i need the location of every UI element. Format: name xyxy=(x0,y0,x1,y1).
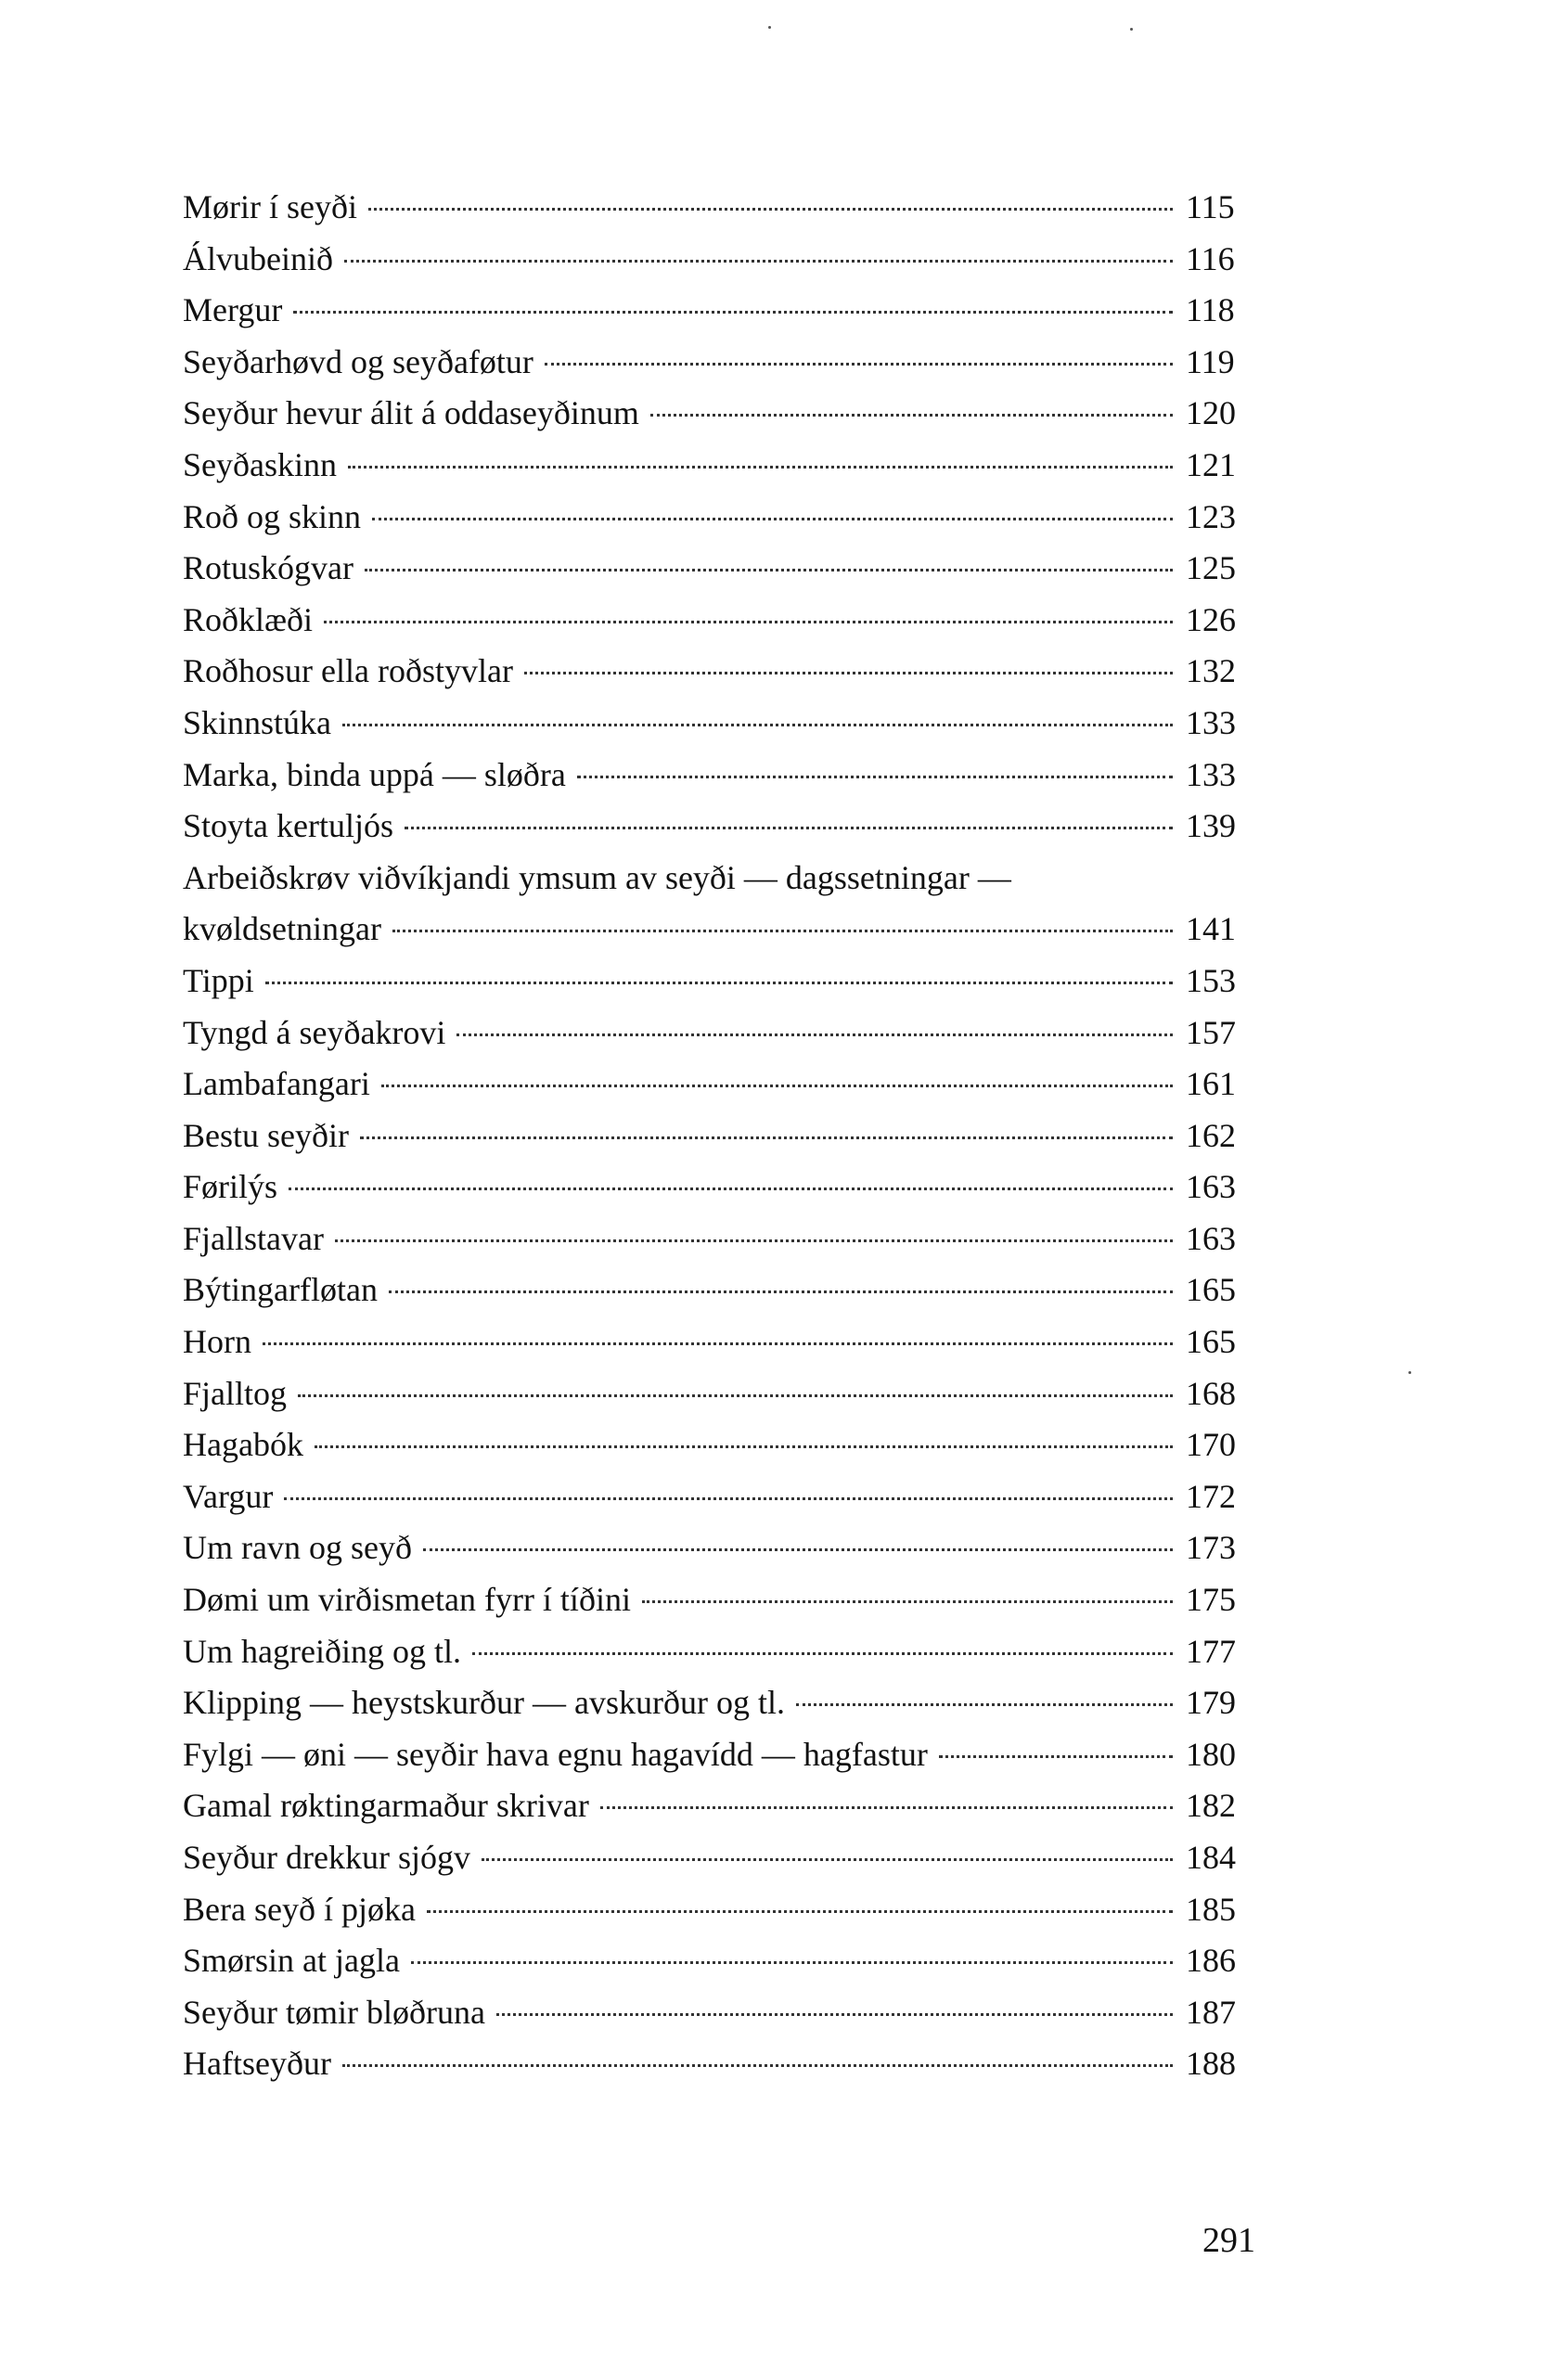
toc-entry-title: Horn xyxy=(183,1323,251,1361)
toc-entry xyxy=(183,1780,1253,1832)
toc-entry xyxy=(183,904,1253,956)
dot-leader xyxy=(368,208,1173,211)
dot-leader xyxy=(315,1445,1173,1448)
toc-entry xyxy=(183,1522,1253,1574)
toc-entry-title: Seyður hevur álit á oddaseyðinum xyxy=(183,394,639,432)
toc-entry-page: 173 xyxy=(1186,1529,1236,1567)
toc-entry xyxy=(183,1832,1253,1884)
toc-entry-title: Seyður drekkur sjógv xyxy=(183,1839,470,1876)
toc-entry-page: 132 xyxy=(1186,652,1236,690)
toc-entry-title: Seyður tømir bløðruna xyxy=(183,1993,485,2031)
scan-speck xyxy=(1130,28,1133,31)
toc-entry xyxy=(183,1987,1253,2039)
dot-leader xyxy=(265,982,1173,984)
dot-leader xyxy=(650,414,1173,417)
toc-entry xyxy=(183,1471,1253,1523)
toc-entry-title: Fjallstavar xyxy=(183,1219,324,1257)
toc-entry-page: 153 xyxy=(1186,961,1236,999)
toc-entry-page: 186 xyxy=(1186,1942,1236,1980)
toc-entry-title: Bera seyð í pjøka xyxy=(183,1890,416,1928)
toc-entry-title: Roðklæði xyxy=(183,600,314,638)
toc-entry xyxy=(183,337,1253,389)
toc-entry xyxy=(183,1162,1253,1213)
toc-entry-title: Um ravn og seyð xyxy=(183,1529,412,1567)
toc-entry xyxy=(183,698,1253,750)
toc-entry-page: 180 xyxy=(1186,1735,1236,1773)
toc-entry xyxy=(183,750,1253,802)
toc-entry-page: 125 xyxy=(1186,549,1236,587)
toc-entry xyxy=(183,956,1253,1008)
dot-leader xyxy=(372,518,1173,520)
dot-leader xyxy=(411,1961,1173,1964)
toc-entry-title: Haftseyður xyxy=(183,2045,331,2083)
toc-entry-page: 188 xyxy=(1186,2045,1236,2083)
toc-entry-page: 120 xyxy=(1186,394,1236,432)
toc-entry xyxy=(183,2038,1253,2090)
toc-entry xyxy=(183,1059,1253,1110)
dot-leader xyxy=(423,1548,1173,1551)
toc-entry-page: 133 xyxy=(1186,703,1236,741)
toc-entry-title: Um hagreiðing og tl. xyxy=(183,1632,461,1670)
dot-leader xyxy=(348,466,1173,469)
dot-leader xyxy=(600,1806,1173,1809)
toc-entry-page: 116 xyxy=(1186,239,1235,277)
toc-entry-title: Mørir í seyði xyxy=(183,188,357,225)
toc-entry-page: 168 xyxy=(1186,1374,1236,1412)
toc-entry-title: Fylgi — øni — seyðir hava egnu hagavídd — hagfastur xyxy=(183,1735,928,1773)
toc-entry-page: 121 xyxy=(1186,445,1236,483)
dot-leader xyxy=(324,621,1173,623)
toc-entry-title: Klipping — heystskurður — avskurður og tl. xyxy=(183,1684,785,1722)
dot-leader xyxy=(524,672,1173,674)
dot-leader xyxy=(335,1239,1173,1242)
toc-entry-title: Tippi xyxy=(183,961,254,999)
toc-entry-title: kvøldsetningar xyxy=(183,910,381,948)
toc-entry xyxy=(183,1626,1253,1678)
dot-leader xyxy=(482,1858,1173,1861)
dot-leader xyxy=(263,1342,1173,1345)
toc-entry xyxy=(183,234,1253,286)
toc-entry-page: 161 xyxy=(1186,1065,1236,1103)
toc-entry-page: 133 xyxy=(1186,755,1236,793)
scan-speck xyxy=(1408,1371,1411,1374)
toc-entry xyxy=(183,1008,1253,1059)
toc-entry-title: Skinnstúka xyxy=(183,703,332,741)
dot-leader xyxy=(577,776,1173,778)
toc-entry-title: Tyngd á seyðakrovi xyxy=(183,1013,446,1051)
dot-leader xyxy=(405,827,1173,829)
toc-entry xyxy=(183,801,1253,853)
dot-leader xyxy=(939,1755,1173,1758)
toc-entry xyxy=(183,853,1253,905)
toc-entry-page: 170 xyxy=(1186,1426,1236,1464)
toc-entry-page: 177 xyxy=(1186,1632,1236,1670)
dot-leader xyxy=(293,311,1173,314)
dot-leader xyxy=(342,2064,1173,2067)
toc-entry xyxy=(183,1574,1253,1626)
dot-leader xyxy=(545,363,1173,366)
toc-entry xyxy=(183,440,1253,492)
toc-entry-title: Smørsin at jagla xyxy=(183,1942,400,1980)
dot-leader xyxy=(381,1085,1173,1087)
toc-entry-page: 119 xyxy=(1186,342,1235,380)
dot-leader xyxy=(360,1136,1173,1139)
toc-entry xyxy=(183,388,1253,440)
toc-entry-title: Mergur xyxy=(183,291,283,329)
toc-entry-title: Vargur xyxy=(183,1477,274,1515)
toc-entry-page: 165 xyxy=(1186,1323,1236,1361)
toc-entry xyxy=(183,1265,1253,1316)
dot-leader xyxy=(472,1652,1173,1655)
toc-entry-page: 175 xyxy=(1186,1581,1236,1619)
toc-entry-title: Roð og skinn xyxy=(183,497,362,535)
toc-entry-title: Marka, binda uppá — sløðra xyxy=(183,755,566,793)
toc-entry xyxy=(183,1677,1253,1729)
toc-entry-title: Seyðaskinn xyxy=(183,445,337,483)
dot-leader xyxy=(427,1910,1173,1913)
dot-leader xyxy=(342,724,1173,726)
toc-entry xyxy=(183,1316,1253,1368)
toc-entry-page: 163 xyxy=(1186,1219,1236,1257)
toc-entry xyxy=(183,1884,1253,1936)
toc-entry-page: 141 xyxy=(1186,910,1236,948)
page-number: 291 xyxy=(1202,2221,1255,2260)
toc-entry-title: Hagabók xyxy=(183,1426,303,1464)
dot-leader xyxy=(344,260,1173,263)
toc-entry xyxy=(183,1935,1253,1987)
toc-entry-title: Álvubeinið xyxy=(183,239,333,277)
toc-entry-title: Bestu seyðir xyxy=(183,1116,349,1154)
dot-leader xyxy=(392,930,1173,932)
dot-leader xyxy=(796,1703,1173,1706)
toc-entry-title: Dømi um virðismetan fyrr í tíðini xyxy=(183,1581,631,1619)
toc-entry-title: Rotuskógvar xyxy=(183,549,353,587)
toc-entry-page: 162 xyxy=(1186,1116,1236,1154)
toc-entry-page: 139 xyxy=(1186,807,1236,845)
toc-entry xyxy=(183,1110,1253,1162)
dot-leader xyxy=(389,1290,1173,1293)
dot-leader xyxy=(456,1033,1173,1036)
toc-entry xyxy=(183,543,1253,595)
dot-leader xyxy=(642,1600,1173,1603)
toc-entry-page: 118 xyxy=(1186,291,1235,329)
toc-entry-title: Stoyta kertuljós xyxy=(183,807,393,845)
toc-entry-title: Lambafangari xyxy=(183,1065,370,1103)
toc-entry xyxy=(183,1419,1253,1471)
toc-entry xyxy=(183,1368,1253,1420)
dot-leader xyxy=(496,2013,1173,2016)
toc-entry-title: Roðhosur ella roðstyvlar xyxy=(183,652,513,690)
dot-leader xyxy=(289,1188,1173,1190)
toc-entry-title: Arbeiðskrøv viðvíkjandi ymsum av seyði — dagssetningar — xyxy=(183,858,1011,896)
toc-entry-title: Førilýs xyxy=(183,1168,278,1206)
toc-entry-page: 182 xyxy=(1186,1787,1236,1825)
toc-entry-title: Fjalltog xyxy=(183,1374,288,1412)
toc-entry-page: 179 xyxy=(1186,1684,1236,1722)
toc-entry-page: 157 xyxy=(1186,1013,1236,1051)
toc-entry-page: 184 xyxy=(1186,1839,1236,1876)
toc-entry xyxy=(183,492,1253,544)
toc-entry-page: 185 xyxy=(1186,1890,1236,1928)
toc-entry-page: 115 xyxy=(1186,188,1235,225)
toc-entry-title: Seyðarhøvd og seyðaføtur xyxy=(183,342,533,380)
toc-entry xyxy=(183,646,1253,698)
toc-entry-title: Gamal røktingarmaður skrivar xyxy=(183,1787,589,1825)
toc-entry-page: 123 xyxy=(1186,497,1236,535)
toc-entry-page: 165 xyxy=(1186,1271,1236,1309)
toc-entry-page: 126 xyxy=(1186,600,1236,638)
dot-leader xyxy=(365,569,1173,571)
table-of-contents xyxy=(183,182,1253,2090)
toc-entry xyxy=(183,1213,1253,1265)
toc-entry xyxy=(183,182,1253,234)
toc-entry-page: 172 xyxy=(1186,1477,1236,1515)
dot-leader xyxy=(298,1394,1173,1397)
toc-entry-page: 163 xyxy=(1186,1168,1236,1206)
toc-entry-page: 187 xyxy=(1186,1993,1236,2031)
toc-entry xyxy=(183,595,1253,647)
toc-entry xyxy=(183,285,1253,337)
dot-leader xyxy=(284,1497,1173,1500)
scan-speck xyxy=(768,26,771,29)
toc-entry-title: Býtingarfløtan xyxy=(183,1271,378,1309)
toc-entry xyxy=(183,1729,1253,1781)
